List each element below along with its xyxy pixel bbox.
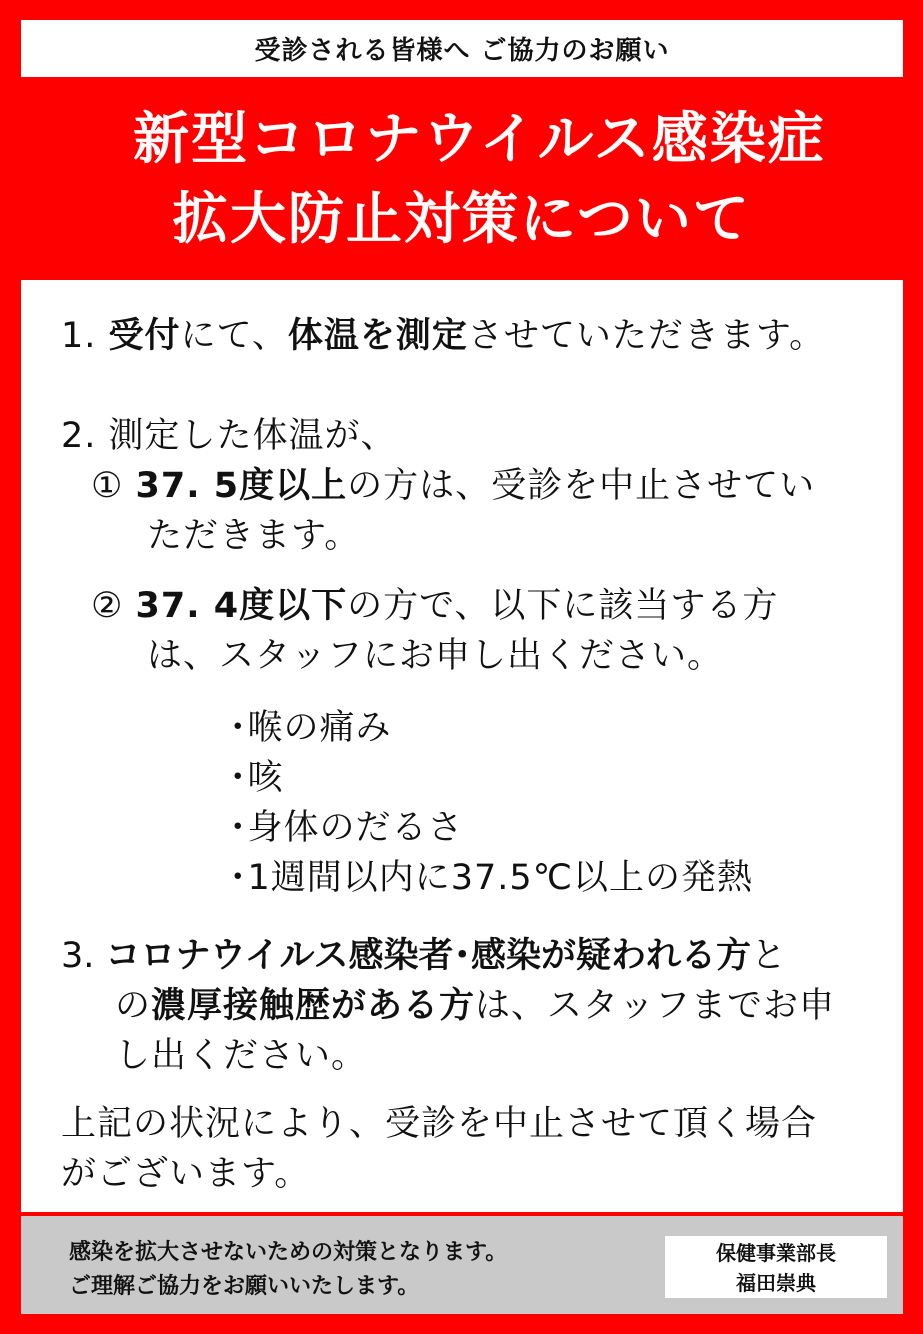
sub-1-text: の方は、受診を中止させてい: [347, 466, 816, 506]
item-2-sub-1-cont: [147, 508, 360, 558]
item-2-intro: 測定した体温が、: [108, 416, 397, 456]
title-line-2: 拡大防止対策について: [172, 187, 751, 252]
sub-1-threshold: 37. 5度以上: [135, 466, 348, 506]
symptom-item: [229, 750, 284, 800]
content-panel: [21, 280, 903, 1212]
item-2-sub-1: [91, 458, 815, 508]
symptom-item: [229, 700, 392, 750]
sub-2-continuation: は、スタッフにお申し出ください。: [147, 636, 724, 676]
symptom-fever: ･1週間以内に37.5℃以上の発熱: [229, 858, 754, 898]
notice-text-2: がございます。: [61, 1154, 311, 1194]
item-1-text-b: させていただきます。: [467, 316, 826, 356]
item-2-sub-2-cont: [147, 628, 723, 678]
item-2-sub-2: [91, 578, 778, 628]
top-banner: [21, 20, 903, 77]
sub-1-continuation: ただきます。: [147, 516, 361, 556]
footer-line-2: ご理解ご協力をお願いいたします。: [69, 1274, 420, 1299]
item-1-reception: 受付: [108, 316, 181, 356]
signature-title: 保健事業部長: [716, 1241, 836, 1265]
item-1-text-a: にて、: [180, 316, 288, 356]
footer-line-1: 感染を拡大させないための対策となります。: [69, 1240, 508, 1265]
symptom-item: [229, 850, 753, 900]
item-2: [61, 408, 397, 458]
item-2-number: 2.: [61, 416, 97, 456]
notice-text-1: 上記の状況により、受診を中止させて頂く場合: [61, 1104, 818, 1144]
item-3-line-2: [115, 978, 835, 1028]
poster-title: [0, 100, 923, 260]
item-3: [61, 928, 786, 978]
symptom-cough: ･咳: [229, 758, 284, 798]
item-3-infected: コロナウイルス感染者･感染が疑われる方: [105, 936, 751, 976]
footer-band: [21, 1216, 903, 1314]
item-3-number: 3.: [61, 936, 95, 976]
sub-2-text: の方で、以下に該当する方: [347, 586, 779, 626]
notice-line-1: [61, 1096, 817, 1146]
circle-two-marker: ②: [91, 586, 124, 626]
item-3-text: は、スタッフまでお申: [475, 986, 836, 1026]
signature-name: 福田崇典: [736, 1271, 816, 1295]
title-line-1: 新型コロナウイルス感染症: [133, 107, 826, 172]
symptom-item: [229, 800, 464, 850]
symptom-sore-throat: ･喉の痛み: [229, 708, 392, 748]
item-3-continuation: し出ください。: [115, 1036, 368, 1076]
circle-one-marker: ①: [91, 466, 124, 506]
item-1: [61, 308, 825, 358]
footer-message: [69, 1236, 507, 1304]
sub-2-threshold: 37. 4度以下: [135, 586, 348, 626]
signature-box: [665, 1236, 887, 1298]
banner-text: 受診される皆様へ ご協力のお願い: [254, 36, 670, 66]
item-3-close-contact: 濃厚接触歴がある方: [151, 986, 476, 1026]
item-3-line-3: [115, 1028, 367, 1078]
item-1-temperature: 体温を測定: [287, 316, 468, 356]
item-1-number: 1.: [61, 316, 97, 356]
notice-line-2: [61, 1146, 310, 1196]
item-3-no: の: [115, 986, 152, 1026]
item-3-to: と: [750, 936, 786, 976]
symptom-fatigue: ･身体のだるさ: [229, 808, 464, 848]
